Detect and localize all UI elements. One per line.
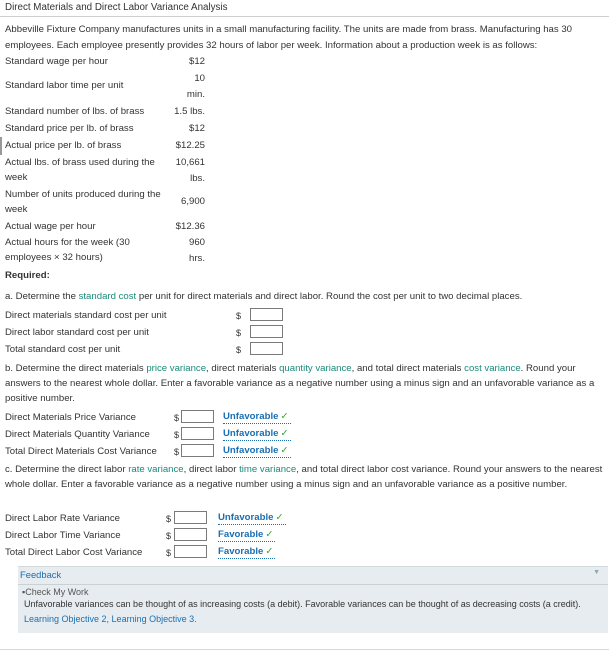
instruction-text: , direct labor bbox=[183, 464, 240, 475]
status-text: Unfavorable bbox=[223, 445, 279, 456]
check-my-work-toggle[interactable] bbox=[22, 587, 89, 597]
answer-label: Direct Materials Price Variance bbox=[5, 412, 136, 423]
feedback-panel bbox=[18, 566, 608, 633]
feedback-text: Unfavorable variances can be thought of as increasing costs (a debit). Favorable variances can be thought of as decreasing costs (a credit). bbox=[24, 599, 581, 609]
dm-standard-cost-input[interactable] bbox=[250, 308, 283, 321]
status-text: Unfavorable bbox=[218, 512, 274, 523]
learning-objective-link[interactable]: Learning Objective 2, Learning Objective 3. bbox=[24, 614, 197, 624]
check-icon: ✓ bbox=[275, 512, 284, 523]
data-value: 960 hrs. bbox=[188, 237, 205, 264]
glossary-link-time-variance[interactable]: time variance bbox=[239, 464, 297, 475]
instruction-text: . Round your answers to the nearest whole dollar. Enter a favorable variance as a negative number using a minus sign and an unfavorable variance as a positive number. bbox=[5, 363, 595, 404]
answer-label: Direct Labor Time Variance bbox=[5, 530, 121, 541]
total-standard-cost-input[interactable] bbox=[250, 342, 283, 355]
currency-symbol: $ bbox=[236, 328, 242, 338]
check-my-work-label: Check My Work bbox=[25, 587, 89, 597]
answer-label: Direct Materials Quantity Variance bbox=[5, 429, 150, 440]
feedback-header[interactable]: Feedback bbox=[20, 569, 62, 580]
answer-label: Total Direct Materials Cost Variance bbox=[5, 446, 157, 457]
instruction-text: , direct materials bbox=[206, 363, 280, 374]
glossary-link-standard-cost[interactable]: standard cost bbox=[78, 291, 137, 302]
dm-total-variance-input[interactable] bbox=[181, 444, 214, 457]
data-value: 6,900 bbox=[180, 196, 205, 207]
data-value: $12 bbox=[188, 56, 205, 67]
required-heading: Required: bbox=[5, 270, 50, 281]
currency-symbol: $ bbox=[236, 345, 242, 355]
check-icon: ✓ bbox=[265, 546, 274, 557]
currency-symbol: $ bbox=[174, 447, 180, 457]
collapse-arrow-icon[interactable]: ▼ bbox=[593, 569, 600, 576]
currency-symbol: $ bbox=[166, 514, 172, 524]
status-text: Unfavorable bbox=[223, 428, 279, 439]
part-c-instructions bbox=[5, 462, 605, 492]
check-icon: ✓ bbox=[280, 445, 289, 456]
check-icon: ✓ bbox=[280, 428, 289, 439]
data-value: $12.36 bbox=[175, 221, 205, 232]
data-label: Actual wage per hour bbox=[5, 221, 96, 232]
instruction-text: per unit for direct materials and direct labor. Round the cost per unit to two decimal places. bbox=[136, 291, 523, 302]
dm-price-variance-status[interactable] bbox=[223, 411, 291, 424]
currency-symbol: $ bbox=[174, 413, 180, 423]
glossary-link-cost-variance[interactable]: cost variance bbox=[464, 363, 521, 374]
data-value: $12 bbox=[188, 123, 205, 134]
currency-symbol: $ bbox=[236, 311, 242, 321]
data-label: Standard price per lb. of brass bbox=[5, 123, 134, 134]
glossary-link-price-variance[interactable]: price variance bbox=[146, 363, 207, 374]
data-label: Number of units produced during the week bbox=[5, 189, 161, 215]
row-marker bbox=[0, 137, 2, 155]
problem-intro: Abbeville Fixture Company manufactures units in a small manufacturing facility. The units are made from brass. Manufacturing has 30 employees. Each employee presently provides 32 hours of labor per week. Information about a production week is as follows: bbox=[5, 24, 573, 51]
data-value: $12.25 bbox=[175, 140, 205, 151]
status-text: Favorable bbox=[218, 546, 264, 557]
data-label: Standard number of lbs. of brass bbox=[5, 106, 145, 117]
dm-quantity-variance-status[interactable] bbox=[223, 428, 291, 441]
dm-price-variance-input[interactable] bbox=[181, 410, 214, 423]
answer-label: Direct labor standard cost per unit bbox=[5, 327, 149, 338]
bullet-icon: ▪ bbox=[22, 587, 26, 597]
data-value: 10,661 lbs. bbox=[175, 157, 205, 184]
currency-symbol: $ bbox=[166, 531, 172, 541]
data-label: Actual hours for the week (30 employees × 32 hours) bbox=[5, 237, 130, 263]
instruction-text: , and total direct materials bbox=[351, 363, 465, 374]
answer-label: Direct materials standard cost per unit bbox=[5, 310, 167, 321]
dl-time-variance-status[interactable] bbox=[218, 529, 275, 542]
check-icon: ✓ bbox=[280, 411, 289, 422]
dl-total-variance-input[interactable] bbox=[174, 545, 207, 558]
answer-label: Total Direct Labor Cost Variance bbox=[5, 547, 143, 558]
dm-total-variance-status[interactable] bbox=[223, 445, 291, 458]
dl-rate-variance-input[interactable] bbox=[174, 511, 207, 524]
data-value: 1.5 lbs. bbox=[174, 106, 205, 117]
currency-symbol: $ bbox=[166, 548, 172, 558]
data-label: Standard labor time per unit bbox=[5, 80, 124, 91]
data-label: Actual lbs. of brass used during the week bbox=[5, 157, 155, 183]
instruction-text: , and total direct labor cost variance. Round your answers to the nearest whole dollar. Enter a favorable variance as a negative number using a minus sign and an unfavorable variance as a positive number. bbox=[5, 464, 603, 490]
dl-total-variance-status[interactable] bbox=[218, 546, 275, 559]
check-icon: ✓ bbox=[265, 529, 274, 540]
dl-standard-cost-input[interactable] bbox=[250, 325, 283, 338]
bottom-divider bbox=[0, 649, 609, 650]
status-text: Unfavorable bbox=[223, 411, 279, 422]
feedback-divider bbox=[18, 584, 608, 585]
glossary-link-quantity-variance[interactable]: quantity variance bbox=[279, 363, 352, 374]
answer-label: Direct Labor Rate Variance bbox=[5, 513, 121, 524]
data-label: Actual price per lb. of brass bbox=[5, 140, 122, 151]
answer-label: Total standard cost per unit bbox=[5, 344, 121, 355]
data-value: 10 min. bbox=[186, 73, 205, 100]
part-b-instructions bbox=[5, 361, 605, 406]
page-title: Direct Materials and Direct Labor Variance Analysis bbox=[5, 2, 228, 13]
instruction-text: c. Determine the direct labor bbox=[5, 464, 129, 475]
instruction-text: b. Determine the direct materials bbox=[5, 363, 147, 374]
dm-quantity-variance-input[interactable] bbox=[181, 427, 214, 440]
status-text: Favorable bbox=[218, 529, 264, 540]
dl-rate-variance-status[interactable] bbox=[218, 512, 286, 525]
dl-time-variance-input[interactable] bbox=[174, 528, 207, 541]
instruction-text: a. Determine the bbox=[5, 291, 79, 302]
glossary-link-rate-variance[interactable]: rate variance bbox=[128, 464, 184, 475]
currency-symbol: $ bbox=[174, 430, 180, 440]
title-divider bbox=[0, 16, 609, 17]
data-label: Standard wage per hour bbox=[5, 56, 108, 67]
part-a-instructions bbox=[5, 289, 605, 304]
